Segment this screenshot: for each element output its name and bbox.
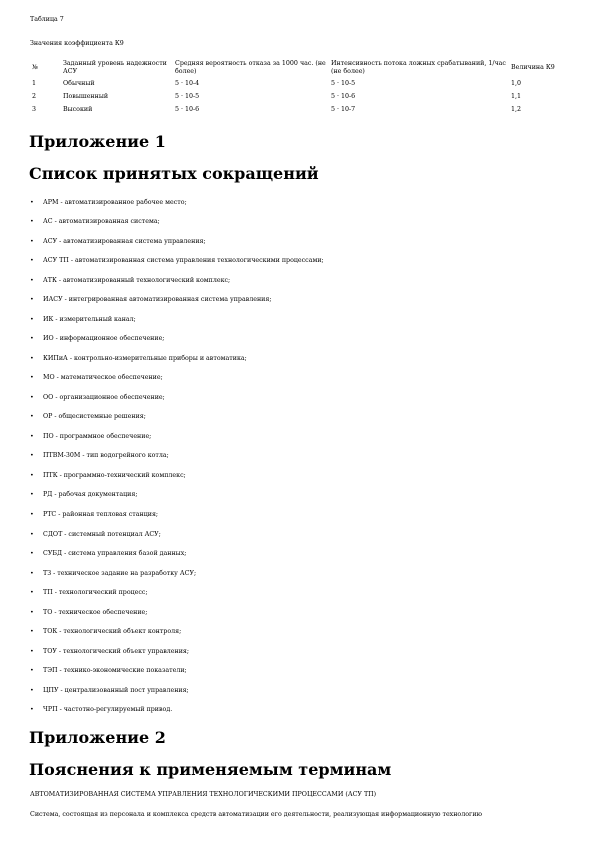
cell-probability: 5 · 10-5 — [175, 92, 200, 100]
list-item — [30, 700, 560, 720]
cell-false-rate: 5 · 10-7 — [331, 105, 356, 113]
abbreviation-text: ТОУ - технологический объект управления; — [43, 647, 190, 655]
cell-number: 3 — [32, 105, 37, 113]
term-title: АВТОМАТИЗИРОВАННАЯ СИСТЕМА УПРАВЛЕНИЯ ТЕХНОЛОГИЧЕСКИМИ ПРОЦЕССАМИ (АСУ ТП) — [30, 791, 377, 798]
table-row — [30, 77, 566, 90]
cell-probability: 5 · 10-4 — [175, 79, 200, 87]
list-item — [30, 505, 560, 525]
abbreviation-text: ЦПУ - централизованный пост управления; — [43, 686, 189, 694]
appendix2-heading: Приложение 2 — [29, 728, 166, 747]
abbreviation-list — [30, 193, 560, 720]
cell-k9: 1,0 — [511, 79, 522, 87]
coefficient-table — [30, 60, 566, 116]
bullet-icon: • — [30, 608, 34, 616]
abbreviation-text: ИО - информационное обеспечение; — [43, 335, 165, 343]
list-item — [30, 603, 560, 623]
bullet-icon: • — [30, 276, 34, 284]
bullet-icon: • — [30, 218, 34, 226]
abbreviation-text: ПО - программное обеспечение; — [43, 432, 152, 440]
table-title: Значения коэффициента К9 — [30, 40, 124, 47]
list-item — [30, 466, 560, 486]
bullet-icon: • — [30, 452, 34, 460]
cell-probability: 5 · 10-6 — [175, 105, 200, 113]
list-item — [30, 271, 560, 291]
cell-level: Высокий — [63, 105, 93, 113]
abbreviation-text: АСУ - автоматизированная система управления; — [43, 237, 206, 245]
bullet-icon: • — [30, 374, 34, 382]
list-item — [30, 291, 560, 311]
table-row — [30, 90, 566, 103]
abbreviation-text: РД - рабочая документация; — [43, 491, 138, 499]
abbreviation-text: ТОК - технологический объект контроля; — [43, 628, 182, 636]
bullet-icon: • — [30, 237, 34, 245]
list-item — [30, 193, 560, 213]
appendix2-subheading: Пояснения к применяемым терминам — [29, 760, 392, 779]
list-item — [30, 447, 560, 467]
bullet-icon: • — [30, 569, 34, 577]
list-item — [30, 427, 560, 447]
bullet-icon: • — [30, 393, 34, 401]
cell-false-rate: 5 · 10-6 — [331, 92, 356, 100]
header-k9-value: Величина К9 — [511, 63, 555, 71]
bullet-icon: • — [30, 686, 34, 694]
list-item — [30, 642, 560, 662]
cell-level: Обычный — [63, 79, 95, 87]
list-item — [30, 564, 560, 584]
bullet-icon: • — [30, 296, 34, 304]
table-row — [30, 103, 566, 116]
bullet-icon: • — [30, 706, 34, 714]
abbreviation-text: ПТК - программно-технический комплекс; — [43, 471, 186, 479]
bullet-icon: • — [30, 315, 34, 323]
list-item — [30, 622, 560, 642]
bullet-icon: • — [30, 550, 34, 558]
term-definition: Система, состоящая из персонала и комплекса средств автоматизации его деятельности, реализующая информационную технологию — [30, 811, 482, 818]
abbreviation-text: ОР - общесистемные решения; — [43, 413, 146, 421]
abbreviation-text: ПТВМ-30М - тип водогрейного котла; — [43, 452, 169, 460]
list-item — [30, 330, 560, 350]
bullet-icon: • — [30, 511, 34, 518]
list-item — [30, 408, 560, 428]
appendix1-heading: Приложение 1 — [29, 132, 166, 151]
abbreviation-text: ТО - техническое обеспечение; — [43, 608, 148, 616]
abbreviation-text: АТК - автоматизированный технологический комплекс; — [43, 276, 231, 284]
bullet-icon: • — [30, 530, 34, 538]
table-caption: Таблица 7 — [30, 16, 64, 23]
abbreviation-text: АРМ - автоматизированное рабочее место; — [43, 198, 187, 206]
bullet-icon: • — [30, 471, 34, 479]
list-item — [30, 388, 560, 408]
abbreviation-text: ТП - технологический процесс; — [43, 589, 148, 597]
abbreviation-text: ТЭП - технико-экономические показатели; — [43, 667, 187, 675]
abbreviation-text: РТС - районная тепловая станция; — [43, 511, 159, 518]
list-item — [30, 544, 560, 564]
abbreviation-text: АС - автоматизированная система; — [43, 218, 160, 226]
cell-k9: 1,2 — [511, 105, 522, 113]
header-failure-probability: Средняя вероятность отказа за 1000 час. (не более) — [175, 60, 326, 75]
bullet-icon: • — [30, 432, 34, 440]
list-item — [30, 232, 560, 252]
abbreviation-text: СУБД - система управления базой данных; — [43, 550, 187, 558]
list-item — [30, 213, 560, 233]
abbreviation-text: АСУ ТП - автоматизированная система управления технологическими процессами; — [43, 257, 324, 265]
cell-level: Повышенный — [63, 92, 109, 100]
header-number: № — [32, 63, 38, 71]
cell-false-rate: 5 · 10-5 — [331, 79, 356, 87]
bullet-icon: • — [30, 335, 34, 343]
abbreviation-text: КИПиА - контрольно-измерительные приборы и автоматика; — [43, 354, 247, 362]
bullet-icon: • — [30, 198, 34, 206]
bullet-icon: • — [30, 354, 34, 362]
bullet-icon: • — [30, 413, 34, 421]
list-item — [30, 349, 560, 369]
appendix1-subheading: Список принятых сокращений — [29, 164, 319, 183]
abbreviation-text: ТЗ - техническое задание на разработку АСУ; — [43, 569, 197, 577]
cell-number: 1 — [32, 79, 37, 87]
bullet-icon: • — [30, 667, 34, 675]
abbreviation-text: ЧРП - частотно-регулируемый привод. — [43, 706, 173, 714]
header-false-alarm-rate: Интенсивность потока ложных срабатываний, 1/час (не более) — [331, 60, 506, 75]
bullet-icon: • — [30, 257, 34, 265]
list-item — [30, 486, 560, 506]
list-item — [30, 661, 560, 681]
list-item — [30, 310, 560, 330]
abbreviation-text: ИАСУ - интегрированная автоматизированная система управления; — [43, 296, 272, 304]
bullet-icon: • — [30, 628, 34, 636]
list-item — [30, 583, 560, 603]
table-header-row — [30, 60, 566, 77]
cell-number: 2 — [32, 92, 37, 100]
list-item — [30, 681, 560, 701]
abbreviation-text: МО - математическое обеспечение; — [43, 374, 163, 382]
abbreviation-text: ИК - измерительный канал; — [43, 315, 136, 323]
bullet-icon: • — [30, 647, 34, 655]
cell-k9: 1,1 — [511, 92, 522, 100]
bullet-icon: • — [30, 589, 34, 597]
list-item — [30, 252, 560, 272]
list-item — [30, 525, 560, 545]
list-item — [30, 369, 560, 389]
header-reliability-level: Заданный уровень надежности АСУ — [63, 60, 167, 75]
abbreviation-text: ОО - организационное обеспечение; — [43, 393, 165, 401]
bullet-icon: • — [30, 491, 34, 499]
abbreviation-text: СДОТ - системный потенциал АСУ; — [43, 530, 161, 538]
